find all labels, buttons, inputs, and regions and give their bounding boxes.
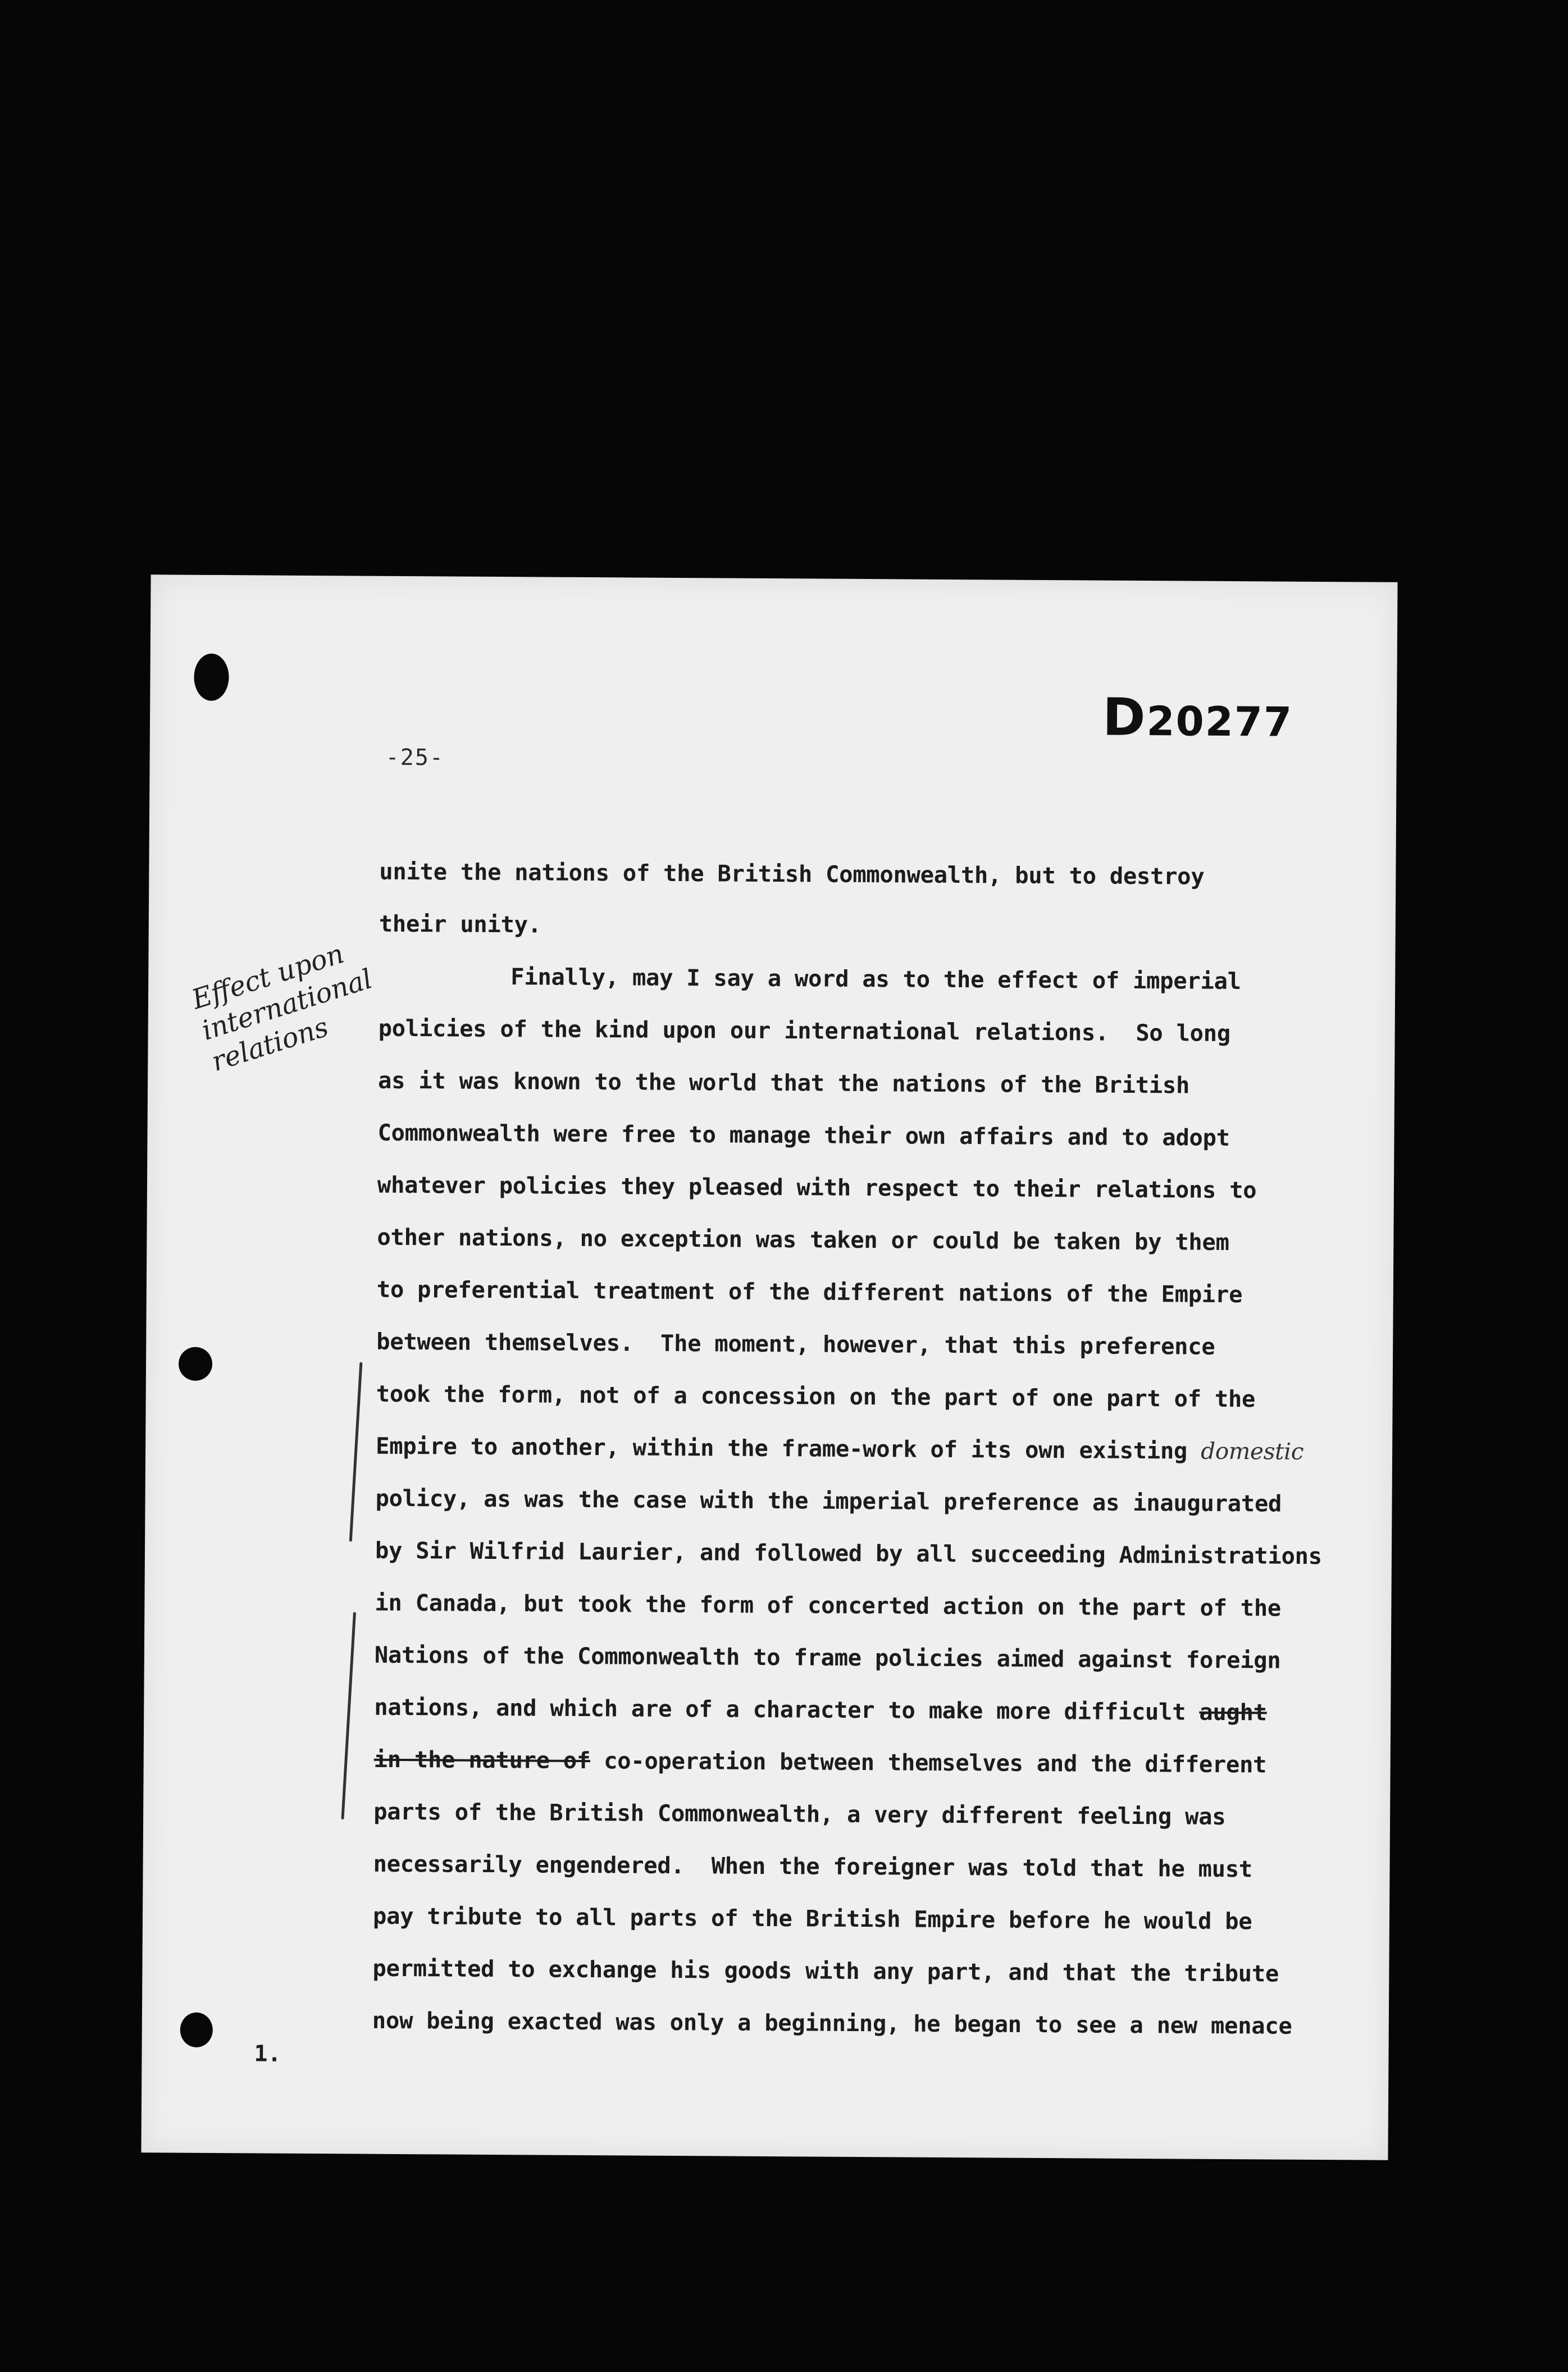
text-line: necessarily engendered. When the foreigner was told that he must bbox=[373, 1850, 1253, 1883]
text-line: Finally, may I say a word as to the effect of imperial bbox=[510, 963, 1241, 995]
text-line: their unity. bbox=[379, 910, 541, 938]
text-line: unite the nations of the British Commonwealth, but to destroy bbox=[379, 857, 1205, 890]
handwritten-insert: domestic bbox=[1201, 1437, 1304, 1465]
text-line: nations, and which are of a character to make more difficult aught bbox=[374, 1693, 1267, 1726]
body-text bbox=[372, 846, 1385, 2053]
text-line: as it was known to the world that the nations of the British bbox=[377, 1066, 1190, 1099]
text-line: Empire to another, within the frame-work of its own existing domestic bbox=[375, 1432, 1304, 1465]
struck-text: aught bbox=[1199, 1698, 1267, 1726]
archive-stamp: D20277 bbox=[1102, 687, 1293, 748]
text-line: to preferential treatment of the different nations of the Empire bbox=[376, 1275, 1243, 1308]
text-line: whatever policies they pleased with respect to their relations to bbox=[377, 1171, 1257, 1204]
text-line: policies of the kind upon our international relations. So long bbox=[378, 1014, 1231, 1047]
text-line: pay tribute to all parts of the British Empire before he would be bbox=[372, 1902, 1252, 1935]
text-line: took the form, not of a concession on the part of one part of the bbox=[376, 1380, 1256, 1413]
text-line: by Sir Wilfrid Laurier, and followed by all succeeding Administrations bbox=[375, 1536, 1322, 1570]
punch-hole bbox=[194, 654, 229, 701]
handwritten-margin-note: Effect upon international relations bbox=[188, 938, 376, 1078]
punch-hole bbox=[179, 1347, 212, 1381]
margin-mark bbox=[349, 1362, 363, 1542]
text-line: in the nature of co-operation between themselves and the different bbox=[373, 1745, 1267, 1778]
text-line: policy, as was the case with the imperial preference as inaugurated bbox=[375, 1484, 1282, 1517]
text-line: other nations, no exception was taken or could be taken by them bbox=[377, 1223, 1229, 1256]
text-line: Commonwealth were free to manage their own affairs and to adopt bbox=[377, 1119, 1230, 1151]
text-line: Nations of the Commonwealth to frame policies aimed against foreign bbox=[374, 1641, 1281, 1674]
text-line: between themselves. The moment, however, that this preference bbox=[376, 1328, 1215, 1360]
text-line: permitted to exchange his goods with any part, and that the tribute bbox=[372, 1954, 1279, 1987]
text-line: in Canada, but took the form of concerted action on the part of the bbox=[375, 1589, 1282, 1622]
text-line: now being exacted was only a beginning, he began to see a new menace bbox=[372, 2006, 1292, 2040]
document-page bbox=[141, 574, 1397, 2160]
text-line: parts of the British Commonwealth, a very different feeling was bbox=[373, 1798, 1226, 1830]
page-number: -25- bbox=[385, 744, 445, 771]
margin-mark bbox=[341, 1612, 356, 1820]
struck-text: in the nature of bbox=[373, 1745, 591, 1775]
punch-hole bbox=[180, 2013, 213, 2047]
footer-number: 1. bbox=[254, 2041, 281, 2067]
